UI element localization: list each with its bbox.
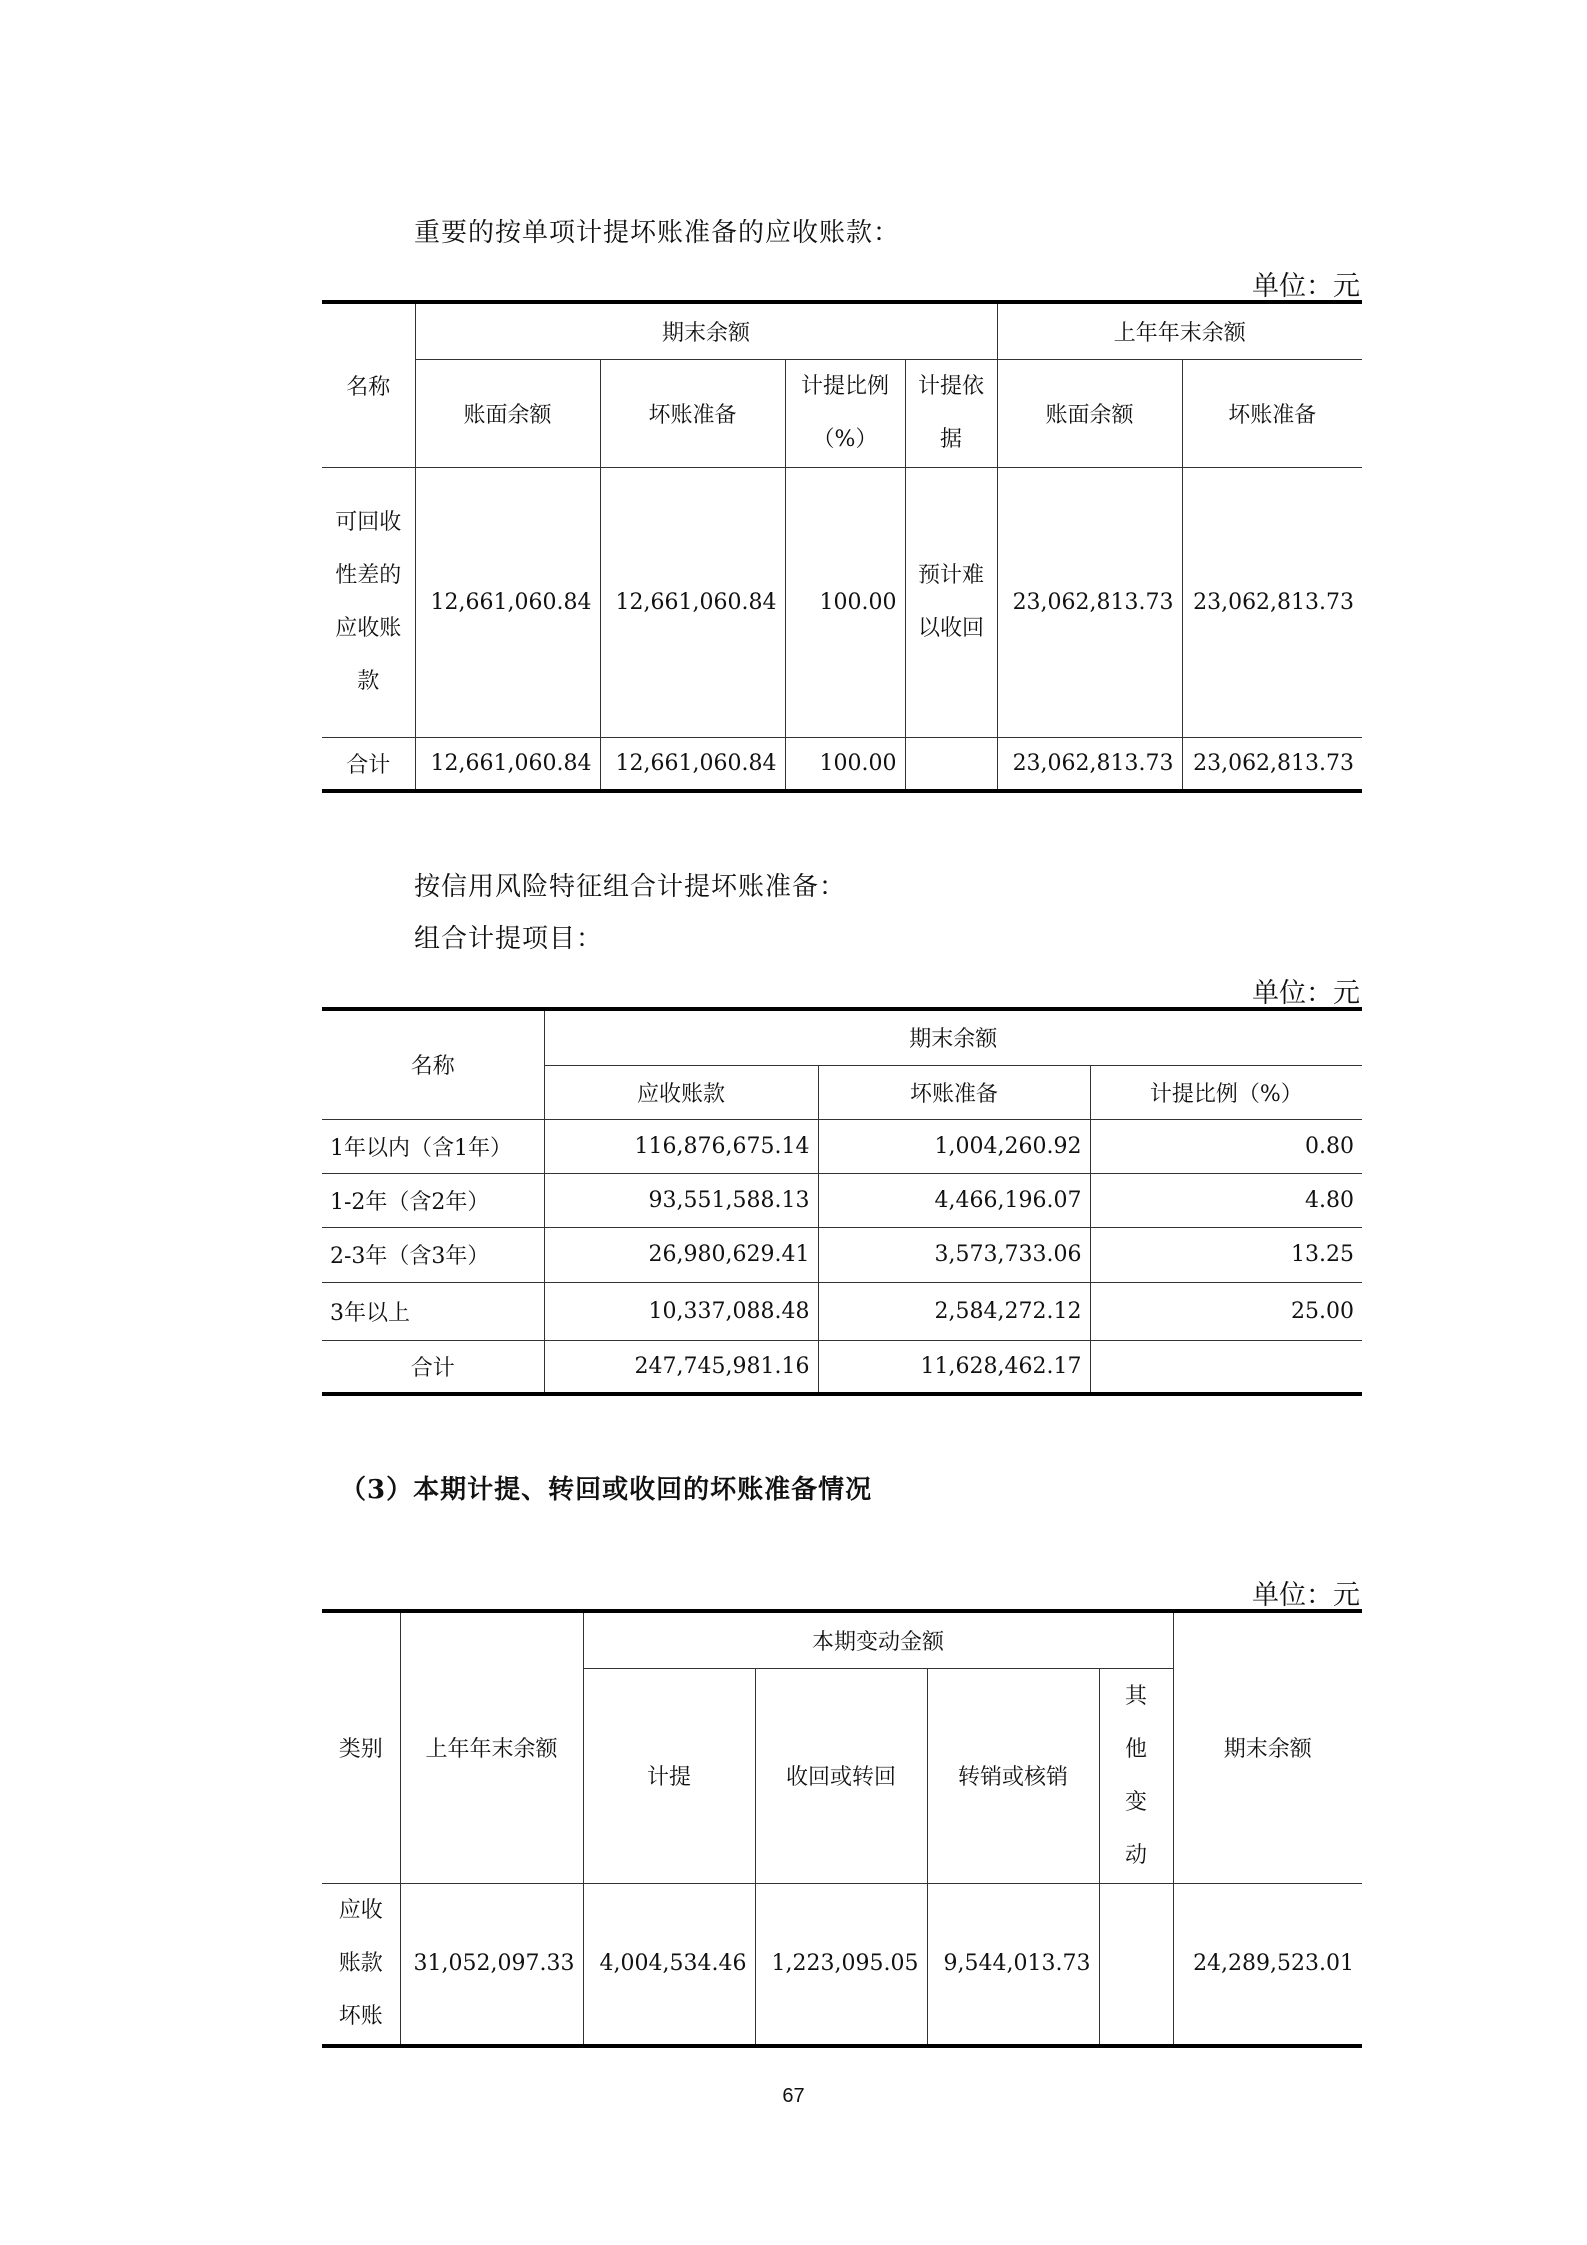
row-name: 合计 bbox=[346, 752, 391, 778]
section2-unit: 单位：元 bbox=[1252, 978, 1360, 1009]
header-provision: 计提 bbox=[583, 1668, 755, 1883]
header-change: 本期变动金额 bbox=[583, 1611, 1173, 1668]
row-basis: 预计难以收回 bbox=[905, 467, 997, 737]
header-period-end: 期末余额 bbox=[1173, 1611, 1362, 1883]
row-bad-debt: 12,661,060.84 bbox=[600, 737, 785, 791]
row-name: 1年以内（含1年） bbox=[322, 1119, 544, 1173]
row-ratio: 100.00 bbox=[785, 467, 905, 737]
row-ratio: 4.80 bbox=[1090, 1173, 1362, 1227]
row-name: 2-3年（含3年） bbox=[322, 1227, 544, 1282]
section2-subtitle: 组合计提项目： bbox=[414, 924, 604, 954]
table-row bbox=[322, 1119, 1362, 1173]
row-bad-debt: 11,628,462.17 bbox=[818, 1340, 1090, 1394]
table-row-total bbox=[322, 1340, 1362, 1394]
row-receivable: 93,551,588.13 bbox=[544, 1173, 818, 1227]
row-receivable: 116,876,675.14 bbox=[544, 1119, 818, 1173]
row-ratio bbox=[1090, 1340, 1362, 1394]
row-bad-debt: 2,584,272.12 bbox=[818, 1282, 1090, 1340]
header-receivable: 应收账款 bbox=[544, 1065, 818, 1119]
row-name: 合计 bbox=[410, 1355, 455, 1381]
header-written-off: 转销或核销 bbox=[927, 1668, 1099, 1883]
row-ratio: 100.00 bbox=[785, 737, 905, 791]
row-book-balance: 12,661,060.84 bbox=[415, 737, 600, 791]
row-receivable: 10,337,088.48 bbox=[544, 1282, 818, 1340]
header-category: 类别 bbox=[322, 1611, 400, 1883]
header-period-end: 期末余额 bbox=[544, 1009, 1362, 1065]
row-basis bbox=[905, 737, 997, 791]
row-name: 1-2年（含2年） bbox=[322, 1173, 544, 1227]
row-name: 可回收性差的应收账款 bbox=[322, 467, 415, 737]
header-prior-book-balance: 账面余额 bbox=[997, 359, 1182, 467]
row-written-off: 9,544,013.73 bbox=[927, 1883, 1099, 2046]
page-number: 67 bbox=[782, 2085, 805, 2107]
section3-unit: 单位：元 bbox=[1252, 1580, 1360, 1611]
row-prior-book-balance: 23,062,813.73 bbox=[997, 737, 1182, 791]
header-prior-year-end: 上年年末余额 bbox=[997, 302, 1362, 359]
row-other bbox=[1099, 1883, 1173, 2046]
section1-unit: 单位：元 bbox=[1252, 271, 1360, 302]
row-prior-bad-debt: 23,062,813.73 bbox=[1182, 737, 1362, 791]
table-row bbox=[322, 467, 1362, 737]
header-bad-debt: 坏账准备 bbox=[600, 359, 785, 467]
table-row-total bbox=[322, 737, 1362, 791]
header-basis: 计提依据 bbox=[905, 359, 997, 467]
row-recovered: 1,223,095.05 bbox=[755, 1883, 927, 2046]
table-row bbox=[322, 1173, 1362, 1227]
provision-change-table bbox=[322, 1609, 1362, 2048]
header-period-end: 期末余额 bbox=[415, 302, 997, 359]
row-bad-debt: 12,661,060.84 bbox=[600, 467, 785, 737]
header-ratio: 计提比例（%） bbox=[1090, 1065, 1362, 1119]
header-prior-year-end: 上年年末余额 bbox=[400, 1611, 583, 1883]
row-bad-debt: 1,004,260.92 bbox=[818, 1119, 1090, 1173]
header-name: 名称 bbox=[322, 302, 415, 467]
header-book-balance: 账面余额 bbox=[415, 359, 600, 467]
header-bad-debt: 坏账准备 bbox=[818, 1065, 1090, 1119]
row-bad-debt: 4,466,196.07 bbox=[818, 1173, 1090, 1227]
row-prior-book-balance: 23,062,813.73 bbox=[997, 467, 1182, 737]
section1-title: 重要的按单项计提坏账准备的应收账款： bbox=[414, 218, 901, 248]
section2-title: 按信用风险特征组合计提坏账准备： bbox=[414, 872, 847, 902]
header-ratio: 计提比例（%） bbox=[785, 359, 905, 467]
table-row bbox=[322, 1883, 1362, 2046]
row-ratio: 25.00 bbox=[1090, 1282, 1362, 1340]
row-name: 3年以上 bbox=[322, 1282, 544, 1340]
row-bad-debt: 3,573,733.06 bbox=[818, 1227, 1090, 1282]
row-prior-bad-debt: 23,062,813.73 bbox=[1182, 467, 1362, 737]
row-book-balance: 12,661,060.84 bbox=[415, 467, 600, 737]
row-provision: 4,004,534.46 bbox=[583, 1883, 755, 2046]
table-row bbox=[322, 1227, 1362, 1282]
row-prior-year-end: 31,052,097.33 bbox=[400, 1883, 583, 2046]
table-row bbox=[322, 1282, 1362, 1340]
portfolio-provision-table bbox=[322, 1007, 1362, 1396]
row-ratio: 0.80 bbox=[1090, 1119, 1362, 1173]
section3-heading: （3）本期计提、转回或收回的坏账准备情况 bbox=[340, 1475, 873, 1505]
row-ratio: 13.25 bbox=[1090, 1227, 1362, 1282]
row-receivable: 247,745,981.16 bbox=[544, 1340, 818, 1394]
row-category: 应收账款坏账 bbox=[338, 1898, 383, 2030]
header-other: 其他变动 bbox=[1099, 1668, 1173, 1883]
row-period-end: 24,289,523.01 bbox=[1173, 1883, 1362, 2046]
header-recovered: 收回或转回 bbox=[755, 1668, 927, 1883]
header-name: 名称 bbox=[322, 1009, 544, 1119]
header-prior-bad-debt: 坏账准备 bbox=[1182, 359, 1362, 467]
row-receivable: 26,980,629.41 bbox=[544, 1227, 818, 1282]
individual-provision-table bbox=[322, 300, 1362, 793]
